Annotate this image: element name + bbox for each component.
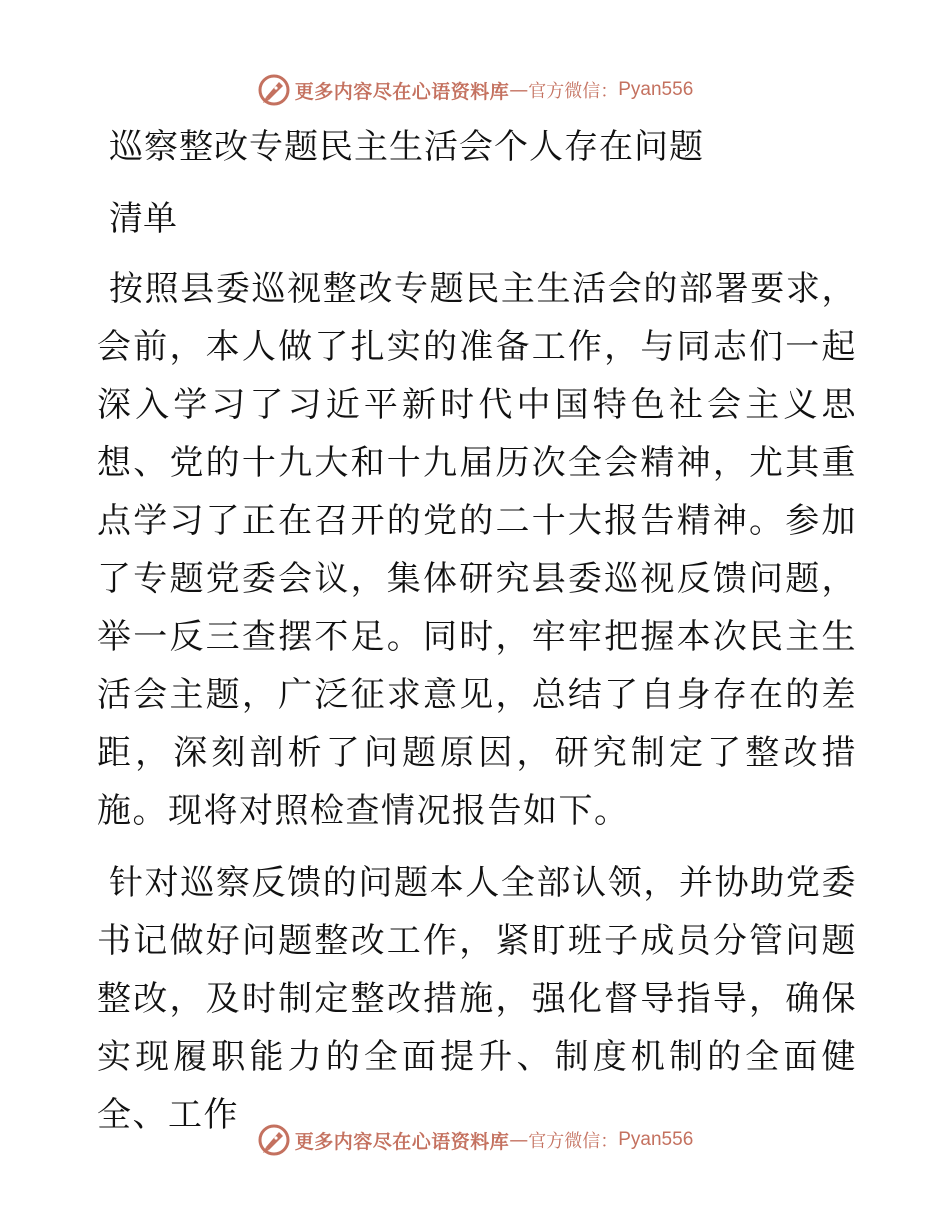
banner-wechat-id: Pyan556 [618, 1129, 694, 1150]
banner-wechat-label: 官方微信： [528, 81, 619, 102]
banner-text: 更多内容尽在心语资料库 [294, 80, 510, 103]
banner-wechat-label: 官方微信： [528, 1131, 619, 1152]
pen-nib-logo-icon [257, 73, 291, 107]
paragraph-2: 针对巡察反馈的问题本人全部认领，并协助党委书记做好问题整改工作，紧盯班子成员分管问题整改，及时制定整改措施，强化督导指导，确保实现履职能力的全面提升、制度机制的全面健全、工作 [97, 863, 857, 1135]
document-subtitle: 清单 [109, 199, 177, 239]
banner-dash: — [509, 1129, 529, 1151]
banner-dash: — [509, 79, 529, 101]
pen-nib-logo-icon [257, 1123, 291, 1157]
banner-wechat-id: Pyan556 [618, 79, 694, 100]
footer-banner [0, 1120, 950, 1160]
paragraph-1: 按照县委巡视整改专题民主生活会的部署要求，会前，本人做了扎实的准备工作，与同志们一起深入学习了习近平新时代中国特色社会主义思想、党的十九大和十九届历次全会精神，尤其重点学习了正在召开的党的二十大报告精神。参加了专题党委会议，集体研究县委巡视反馈问题，举一反三查摆不足。同时，牢牢把握本次民主生活会主题，广泛征求意见，总结了自身存在的差距，深刻剖析了问题原因，研究制定了整改措施。现将对照检查情况报告如下。 [97, 269, 857, 831]
document-body [97, 122, 857, 1144]
header-banner [0, 70, 950, 110]
document-title: 巡察整改专题民主生活会个人存在问题 [109, 127, 704, 167]
banner-text: 更多内容尽在心语资料库 [294, 1130, 510, 1153]
